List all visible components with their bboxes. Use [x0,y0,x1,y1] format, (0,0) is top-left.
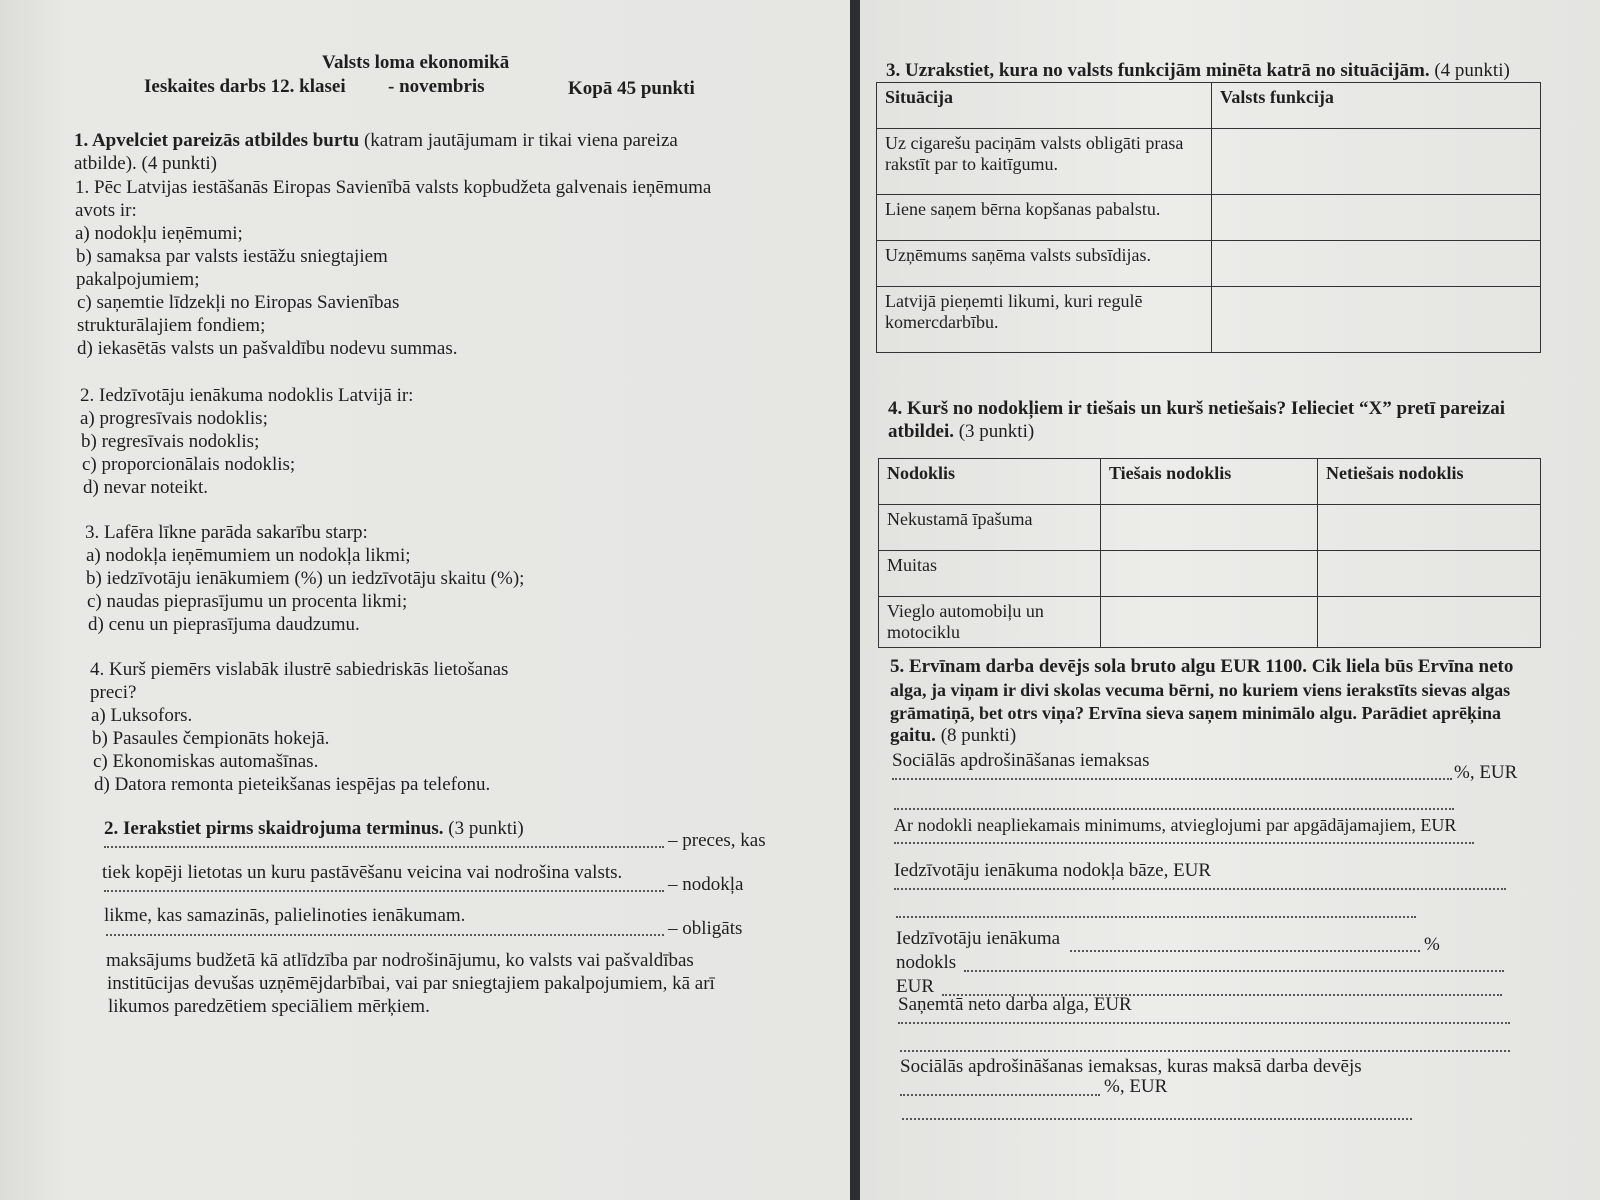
net-salary-label: Saņemtā neto darba alga, EUR [898,994,1132,1015]
social-insurance-suffix: %, EUR [1454,762,1518,783]
indirect-answer-cell[interactable] [1318,505,1541,551]
term3-definition-line2: institūcijas devušas uzņēmējdarbībai, vai par sniegtajiem pakalpojumiem, kā arī [107,973,715,994]
task2-heading: 2. Ierakstiet pirms skaidrojuma terminus. (3 punkti) [104,818,524,839]
net-salary-line2[interactable] [900,1050,1510,1052]
right-page [860,0,1600,1200]
tax-name-cell: Vieglo automobiļu un motociklu [879,597,1101,648]
social-insurance-line[interactable] [892,778,1452,780]
situation-cell: Latvijā pieņemti likumi, kuri regulē komercdarbību. [877,287,1212,353]
term3-answer-line[interactable] [106,934,664,936]
q1-option-d[interactable]: d) iekasētās valsts un pašvaldību nodevu summas. [77,338,458,359]
q3-text: 3. Lafēra līkne parāda sakarību starp: [85,522,368,543]
situation-cell: Uzņēmums saņēma valsts subsīdijas. [877,241,1212,287]
direct-answer-cell[interactable] [1101,505,1318,551]
task3-heading: 3. Uzrakstiet, kura no valsts funkcijām minēta katrā no situācijām. (4 punkti) [886,60,1510,81]
situation-cell: Liene saņem bērna kopšanas pabalstu. [877,195,1212,241]
income-tax-base-line[interactable] [894,888,1506,890]
q4-option-c[interactable]: c) Ekonomiskas automašīnas. [93,751,319,772]
income-tax-line[interactable] [964,970,1504,972]
q2-option-a[interactable]: a) progresīvais nodoklis; [80,408,268,429]
term3-definition-line3: likumos paredzētiem speciāliem mērķiem. [108,996,430,1017]
function-answer-cell[interactable] [1212,195,1541,241]
income-tax-eur-label: EUR [896,976,934,997]
function-answer-cell[interactable] [1212,129,1541,195]
income-tax-rate-line[interactable] [1070,950,1420,952]
q3-option-a[interactable]: a) nodokļa ieņēmumiem un nodokļa likmi; [86,545,411,566]
term2-answer-line[interactable] [104,890,664,892]
taxes-col-indirect: Netiešais nodoklis [1318,459,1541,505]
employer-contributions-line[interactable] [902,1118,1412,1120]
employer-contributions-rate-line[interactable] [900,1094,1100,1096]
social-insurance-label: Sociālās apdrošināšanas iemaksas [892,750,1150,771]
task4-heading: 4. Kurš no nodokļiem ir tiešais un kurš netiešais? Ielieciet “X” pretī pareizai [888,398,1505,419]
q4-option-a[interactable]: a) Luksofors. [91,705,193,726]
term3-definition-start: – obligāts [668,918,743,939]
non-taxable-minimum-label: Ar nodokli neapliekamais minimums, atvieglojumi par apgādājamajiem, EUR [894,815,1457,835]
term1-definition-start: – preces, kas [668,830,766,851]
income-tax-label: Iedzīvotāju ienākuma [896,928,1061,949]
term2-definition-start: – nodokļa [668,874,744,895]
function-answer-cell[interactable] [1212,241,1541,287]
task5-heading-line4: gaitu. (8 punkti) [890,725,1017,746]
direct-answer-cell[interactable] [1101,551,1318,597]
tax-name-cell: Muitas [879,551,1101,597]
test-subtitle: Ieskaites darbs 12. klasei [144,76,346,97]
q2-option-b[interactable]: b) regresīvais nodoklis; [81,431,260,452]
term1-definition: tiek kopēji lietotas un kuru pastāvēšanu veicina vai nodrošina valsts. [102,862,623,883]
q4-option-d[interactable]: d) Datora remonta pieteikšanas iespējas pa telefonu. [94,774,491,795]
situation-cell: Uz cigarešu paciņām valsts obligāti prasa rakstīt par to kaitīgumu. [877,129,1212,195]
q2-option-c[interactable]: c) proporcionālais nodoklis; [82,454,296,475]
employer-contributions-label: Sociālās apdrošināšanas iemaksas, kuras maksā darba devējs [900,1056,1362,1077]
social-insurance-line2[interactable] [894,808,1454,810]
page-title: Valsts loma ekonomikā [322,52,510,73]
q1-text-line2: avots ir: [75,200,137,221]
q2-option-d[interactable]: d) nevar noteikt. [83,477,209,498]
term1-answer-line[interactable] [104,846,664,848]
non-taxable-minimum-line[interactable] [894,842,1474,844]
income-tax-label-line2: nodokls [896,952,957,973]
taxes-col-tax: Nodoklis [879,459,1101,505]
task5-heading-line2: alga, ja viņam ir divi skolas vecuma bērni, no kuriem viens ierakstīts sievas algas [890,680,1511,700]
q1-option-b[interactable]: b) samaksa par valsts iestāžu sniegtajiem [76,246,388,267]
q3-option-b[interactable]: b) iedzīvotāju ienākumiem (%) un iedzīvotāju skaitu (%); [86,568,525,589]
taxes-table [878,458,1541,648]
test-total-points: Kopā 45 punkti [568,78,695,99]
term3-definition-line1: maksājums budžetā kā atlīdzība par nodrošinājumu, ko valsts vai pašvaldības [106,950,694,971]
q3-option-d[interactable]: d) cenu un pieprasījuma daudzumu. [88,614,360,635]
functions-col-situation: Situācija [877,83,1212,129]
q1-option-c-line2: strukturālajiem fondiem; [77,315,266,336]
tax-name-cell: Nekustamā īpašuma [879,505,1101,551]
q4-option-b[interactable]: b) Pasaules čempionāts hokejā. [92,728,330,749]
employer-contributions-suffix: %, EUR [1104,1076,1168,1097]
term2-definition: likme, kas samazinās, palielinoties ienākumam. [104,905,466,926]
task1-heading-line2: atbilde). (4 punkti) [74,153,217,174]
task5-heading-line3: grāmatiņā, bet otrs viņa? Ervīna sieva saņem minimālo algu. Parādiet aprēķina [890,703,1501,723]
q3-option-c[interactable]: c) naudas pieprasījumu un procenta likmi; [87,591,408,612]
direct-answer-cell[interactable] [1101,597,1318,648]
test-month: - novembris [388,76,485,97]
functions-table [876,82,1541,353]
q2-text: 2. Iedzīvotāju ienākuma nodoklis Latvijā ir: [80,385,414,406]
net-salary-line[interactable] [898,1022,1510,1024]
q1-text: 1. Pēc Latvijas iestāšanās Eiropas Savienībā valsts kopbudžeta galvenais ieņēmuma [75,177,712,198]
q1-option-c[interactable]: c) saņemtie līdzekļi no Eiropas Savienības [77,292,400,313]
q4-text-line2: preci? [90,682,137,703]
functions-col-function: Valsts funkcija [1212,83,1541,129]
income-tax-suffix: % [1424,934,1440,955]
indirect-answer-cell[interactable] [1318,597,1541,648]
indirect-answer-cell[interactable] [1318,551,1541,597]
income-tax-base-label: Iedzīvotāju ienākuma nodokļa bāze, EUR [894,860,1212,881]
task1-heading: 1. Apvelciet pareizās atbildes burtu (katram jautājumam ir tikai viena pareiza [74,130,678,151]
taxes-col-direct: Tiešais nodoklis [1101,459,1318,505]
q1-option-a[interactable]: a) nodokļu ieņēmumi; [75,223,243,244]
task5-heading-line1: 5. Ervīnam darba devējs sola bruto algu EUR 1100. Cik liela būs Ervīna neto [890,656,1514,677]
income-tax-base-line2[interactable] [896,916,1416,918]
page-gutter [850,0,860,1200]
q1-option-b-line2: pakalpojumiem; [76,269,200,290]
function-answer-cell[interactable] [1212,287,1541,353]
q4-text: 4. Kurš piemērs vislabāk ilustrē sabiedriskās lietošanas [90,659,509,680]
task4-heading-line2: atbildei. (3 punkti) [888,421,1035,442]
